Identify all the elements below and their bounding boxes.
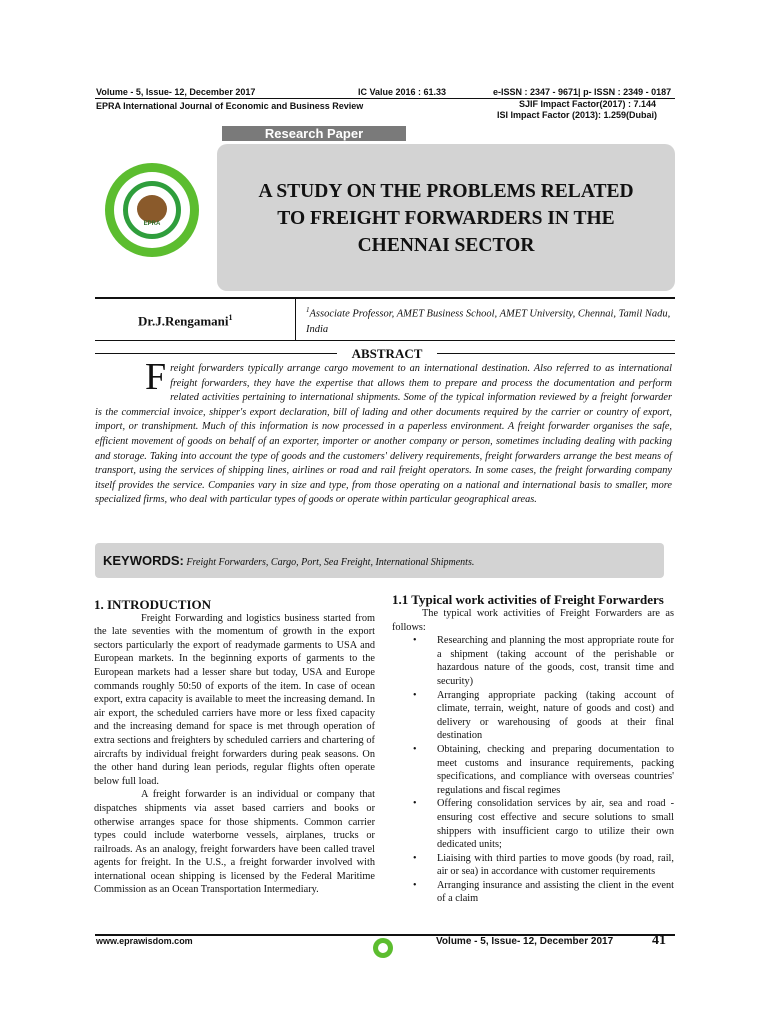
list-item: • Offering consolidation services by air, sea and road - ensuring cost effective and secure solutions to small shippers with insufficient cargo to utilize their own dedicated units; <box>437 797 674 851</box>
volume-info: Volume - 5, Issue- 12, December 2017 <box>96 87 256 97</box>
keywords: KEYWORDS: Freight Forwarders, Cargo, Port, Sea Freight, International Shipments. <box>103 553 475 568</box>
paper-title <box>217 178 675 259</box>
intro-paragraph-2: A freight forwarder is an individual or company that dispatches shipments via asset based carriers and books or otherwise arranges space for those shipments. Common carrier types could include waterborne vessels, airplanes, trucks or railroads. As an analogy, freight forwarders have been called travel agents for freight. In the U.S., a freight forwarder involved with international ocean shipping is licensed by the Federal Maritime Commission as an Ocean Transportation Intermediary. <box>94 789 375 896</box>
author-affiliation: $^1$Associate Professor, AMET Business School, AMET University, Chennai, Tamil Nadu, India <box>306 306 671 335</box>
list-item: • Obtaining, checking and preparing documentation to meet customs and insurance requirements, packing specifications, and compliance with overseas countries' regulations and fiscal regimes <box>437 743 674 797</box>
list-item: • Liaising with third parties to move goods (by road, rail, air or sea) in accordance with customer requirements <box>437 852 674 879</box>
list-item: • Arranging insurance and assisting the client in the event of a claim <box>437 879 674 906</box>
list-item: • Arranging appropriate packing (taking account of climate, terrain, weight, nature of goods and cost) and delivery or warehousing of goods at their final destination <box>437 689 674 743</box>
left-column <box>94 598 375 897</box>
author-divider <box>295 299 296 340</box>
list-item: • Researching and planning the most appropriate route for a shipment (taking account of the perishable or hazardous nature of the goods, cost, transit time and security) <box>437 634 674 688</box>
title-line: TO FREIGHT FORWARDERS IN THE <box>277 208 615 229</box>
journal-name: EPRA International Journal of Economic and Business Review <box>96 101 364 111</box>
author-top-rule <box>95 297 675 299</box>
research-paper-banner: Research Paper <box>222 126 406 141</box>
author-bottom-rule <box>95 340 675 341</box>
isi-impact: ISI Impact Factor (2013): 1.259(Dubai) <box>497 110 658 120</box>
intro-paragraph-1: Freight Forwarding and logistics business started from the late seventies with the momentum of growth in the export sectors particularly the export of readymade garments to USA and European markets. In the beginning exports of garments to the European markets had a lesser share but today, USA and Europe commands roughly 50:50 of exports of the item. In case of ocean export, extra capacity is available to meet the increasing demand. In air export, the scheduled carriers have more or less fixed capacity and the increasing demand for space is met through operation of extra sections and freighters by scheduled carriers and chartering of aircrafts by individual freight forwarders during peak seasons. On the other hand during lean periods, regular flights often operate below full load. <box>94 612 375 787</box>
activities-intro: The typical work activities of Freight Forwarders are as follows: <box>392 608 674 633</box>
section-heading-activities: 1.1 Typical work activities of Freight Forwarders <box>392 592 664 607</box>
logo-text: EPRA <box>143 221 161 227</box>
epra-logo <box>105 163 199 257</box>
earth-icon <box>137 195 167 223</box>
issn: e-ISSN : 2347 - 9671| p- ISSN : 2349 - 0187 <box>493 87 672 97</box>
title-line: A STUDY ON THE PROBLEMS RELATED <box>258 181 634 202</box>
sjif-impact: SJIF Impact Factor(2017) : 7.144 <box>519 99 657 109</box>
footer-logo-icon <box>373 938 393 958</box>
abstract-heading: ABSTRACT <box>337 346 437 362</box>
page-number: 41 <box>652 933 666 948</box>
ic-value: IC Value 2016 : 61.33 <box>358 87 447 97</box>
title-line: CHENNAI SECTOR <box>357 235 535 256</box>
author-name: Dr.J.Rengamani$^1$ <box>138 313 233 329</box>
footer-volume: Volume - 5, Issue- 12, December 2017 <box>436 936 614 947</box>
section-heading-introduction: 1. INTRODUCTION <box>94 597 212 612</box>
abstract-text: Freight forwarders typically arrange cargo movement to an international destination. Also referred to as international freight forwarders, they have the expertise that allows them to prepare and process the documentation and perform related activities pertaining to international shipments. Some of the typical information reviewed by a freight forwarder is the commercial invoice, shipper's export declaration, bill of lading and other documents required by the carrier or country of export, import, or transhipment. Much of this information is now processed in a paperless environment. A freight forwarder organises the safe, efficient movement of goods on behalf of an exporter, importer or another company or person, sometimes including dealing with packing and storage. Taking into account the type of goods and the customers' delivery requirements, freight forwarders arrange the best means of transport, using the services of shipping lines, airlines or road and rail freight operators. In some cases, the freight forwarding company itself provides the service. Companies vary in size and type, from those operating on a national and international basis to smaller, more specialized firms, who deal with particular types of goods or operate within particular geographical areas. <box>95 356 672 506</box>
activities-list <box>392 634 674 906</box>
right-column <box>392 593 674 906</box>
drop-cap: F <box>145 356 167 398</box>
footer-website: www.eprawisdom.com <box>96 936 193 946</box>
